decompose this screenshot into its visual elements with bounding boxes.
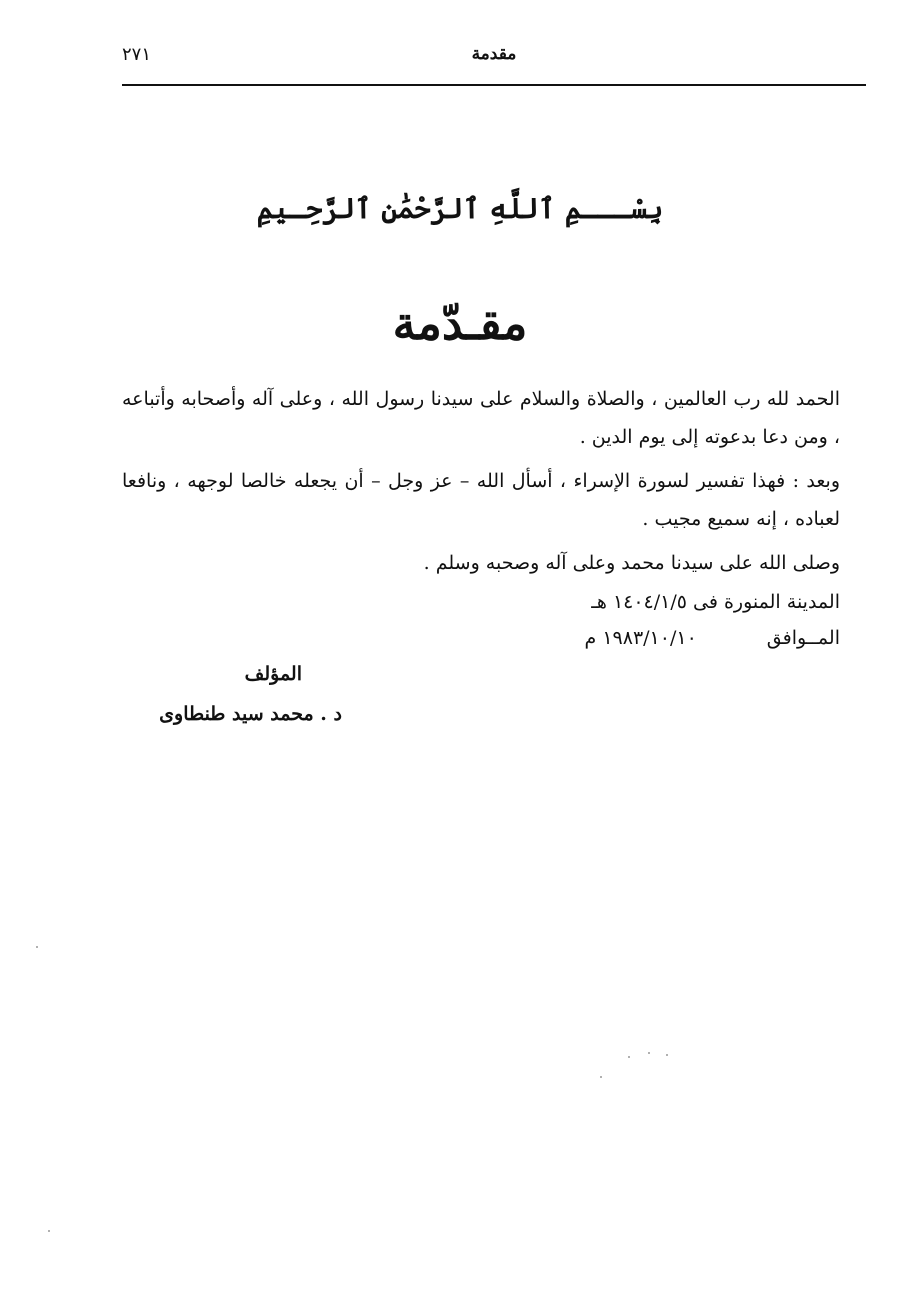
author-name: د . محمد سيد طنطاوى bbox=[159, 703, 342, 725]
running-title: مقدمة bbox=[471, 44, 517, 64]
scan-speck bbox=[36, 946, 38, 948]
gregorian-date: ١٩٨٣/١٠/١٠ م bbox=[584, 627, 697, 649]
body-text bbox=[122, 380, 840, 588]
page-header bbox=[122, 44, 866, 70]
scan-speck bbox=[600, 1076, 602, 1078]
scan-speck bbox=[48, 1230, 50, 1232]
gregorian-label: المــوافق bbox=[766, 627, 840, 649]
paragraph-intro: وبعد : فهذا تفسير لسورة الإسراء ، أسأل الله – عز وجل – أن يجعله خالصا لوجهه ، ونافعا لعباده ، إنه سميع مجيب . bbox=[122, 470, 840, 530]
scan-speck bbox=[666, 1054, 668, 1056]
scan-speck bbox=[628, 1056, 630, 1058]
gregorian-date-line bbox=[585, 620, 840, 656]
hijri-date-line: المدينة المنورة فى ١٤٠٤/١/٥ هـ bbox=[591, 591, 840, 613]
author-label: المؤلف bbox=[244, 663, 302, 685]
author-block bbox=[122, 654, 342, 734]
paragraph-blessing: وصلى الله على سيدنا محمد وعلى آله وصحبه وسلم . bbox=[423, 552, 840, 574]
basmala: بِسْـــمِ ٱللَّهِ ٱلرَّحْمَٰنِ ٱلرَّحِـيمِ bbox=[256, 192, 664, 225]
page-number: ٢٧١ bbox=[122, 44, 152, 65]
section-heading: مقـدّمة bbox=[392, 296, 528, 350]
paragraph-praise: الحمد لله رب العالمين ، والصلاة والسلام على سيدنا رسول الله ، وعلى آله وأصحابه وأتباعه ، ومن دعا بدعوته إلى يوم الدين . bbox=[122, 388, 840, 448]
header-rule bbox=[122, 84, 866, 86]
scan-speck bbox=[648, 1052, 650, 1054]
date-block bbox=[585, 584, 840, 656]
